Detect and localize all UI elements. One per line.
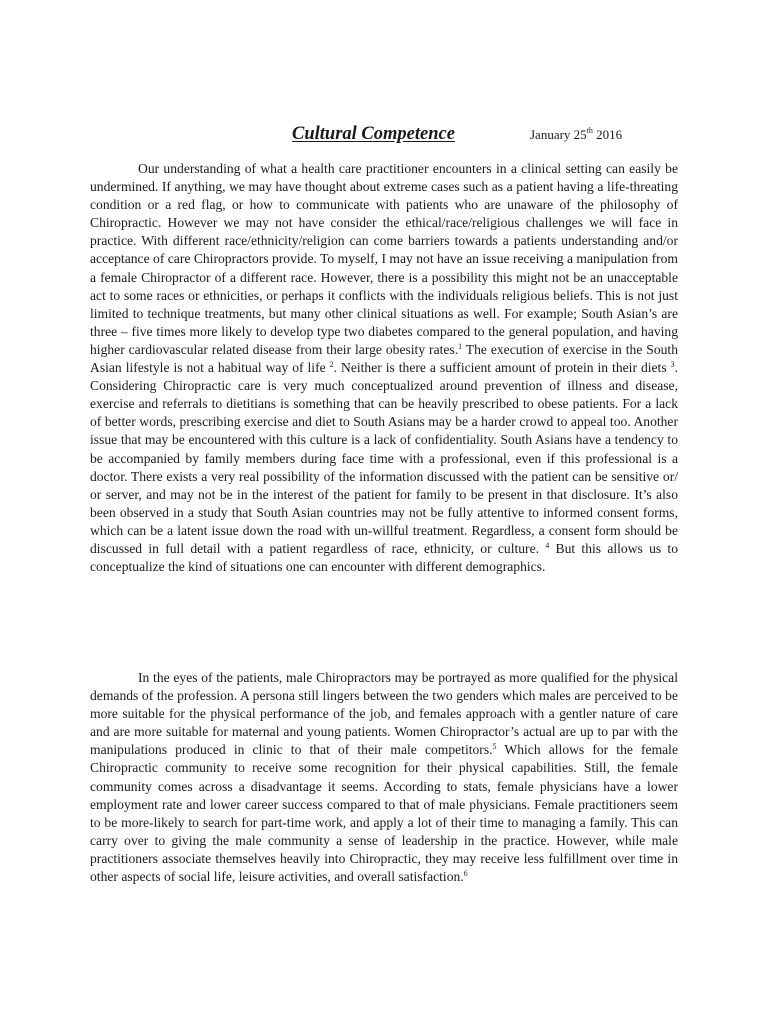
- paragraph-1-text-1: Our understanding of what a health care practitioner encounters in a clinical setting can easily be undermined. If anything, we may have thought about extreme cases such as a patient having a life-threating condition or a red flag, or how to communicate with patients who are unaware of the philosophy of Chiropractic. However we may not have consider the ethical/race/religious challenges we will face in practice. With different race/ethnicity/religion can come barriers towards a patients understanding and/or acceptance of care Chiropractors provide. To myself, I may not have an issue receiving a manipulation from a female Chiropractor of a different race. However, there is a possibility this might not be an unacceptable act to some races or ethnicities, or perhaps it conflicts with the individuals religious beliefs. This is not just limited to technique treatments, but many other clinical situations as well. For example; South Asian’s are three – five times more likely to develop type two diabetes compared to the general population, and having higher cardiovascular related disease from their large obesity rates.: [90, 161, 678, 357]
- document-title: Cultural Competence: [292, 124, 455, 144]
- paragraph-1-text: [90, 160, 678, 576]
- paragraph-1-text-3: . Neither is there a sufficient amount of protein in their diets: [333, 360, 671, 376]
- paragraph-1: [90, 160, 678, 576]
- paragraph-1-text-4: . Considering Chiropractic care is very much conceptualized around prevention of illness and disease, exercise and referrals to dietitians is something that can be heavily prescribed to obese patients. For a lack of better words, prescribing exercise and diet to South Asians may be a harder crowd to appeal too. Another issue that may be encountered with this culture is a lack of confidentiality. South Asians have a tendency to be accompanied by family members during face time with a professional, even if this professional is a doctor. There exists a very real possibility of the information discussed with the patient can be sensitive or/ or server, and may not be in the interest of the patient for family to be present in that disclosure. It’s also been observed in a study that South Asian countries may not be fully attentive to informed consent forms, which can be a latent issue down the road with un-willful treatment. Regardless, a consent form should be discussed in full detail with a patient regardless of race, ethnicity, or culture.: [90, 360, 679, 556]
- paragraph-2-text: [90, 669, 678, 886]
- date-year: 2016: [596, 127, 623, 142]
- date-ordinal: th: [586, 126, 593, 135]
- paragraph-2-text-2: Which allows for the female Chiropractic community to receive some recognition for their physical capabilities. Still, the female community comes across a disadvantage it seems. According to stats, female physicians have a lower employment rate and lower career success compared to that of male physicians. Female practitioners seem to be more-likely to search for part-time work, and apply a lot of their time to managing a family. This can carry over to giving the male community a sense of leadership in the practice. However, while male practitioners associate themselves heavily into Chiropractic, they may receive less fulfillment over time in other aspects of social life, leisure activities, and overall satisfaction.: [90, 742, 678, 885]
- citation-6: 6: [463, 869, 468, 879]
- citation-2: 2: [329, 360, 334, 370]
- citation-1: 1: [458, 341, 463, 351]
- paragraph-1-text-5: But this allows us to conceptualize the kind of situations one can encounter with different demographics.: [90, 540, 678, 575]
- citation-3: 3: [670, 360, 675, 370]
- paragraph-2-text-1: In the eyes of the patients, male Chiropractors may be portrayed as more qualified for the physical demands of the profession. A persona still lingers between the two genders which males are perceived to be more suitable for the physical performance of the job, and females approach with a gentler nature of care and are more suitable for maternal and young patients. Women Chiropractor’s actual are up to par with the manipulations produced in clinic to that of their male competitors.: [90, 670, 678, 758]
- date-month-day: January 25: [530, 127, 587, 142]
- paragraph-1-text-2: The execution of exercise in the South Asian lifestyle is not a habitual way of life: [90, 341, 678, 376]
- document-date: [530, 127, 622, 143]
- paragraph-2: [90, 669, 678, 886]
- document-header: [90, 124, 690, 150]
- citation-5: 5: [492, 742, 497, 752]
- citation-4: 4: [545, 540, 550, 550]
